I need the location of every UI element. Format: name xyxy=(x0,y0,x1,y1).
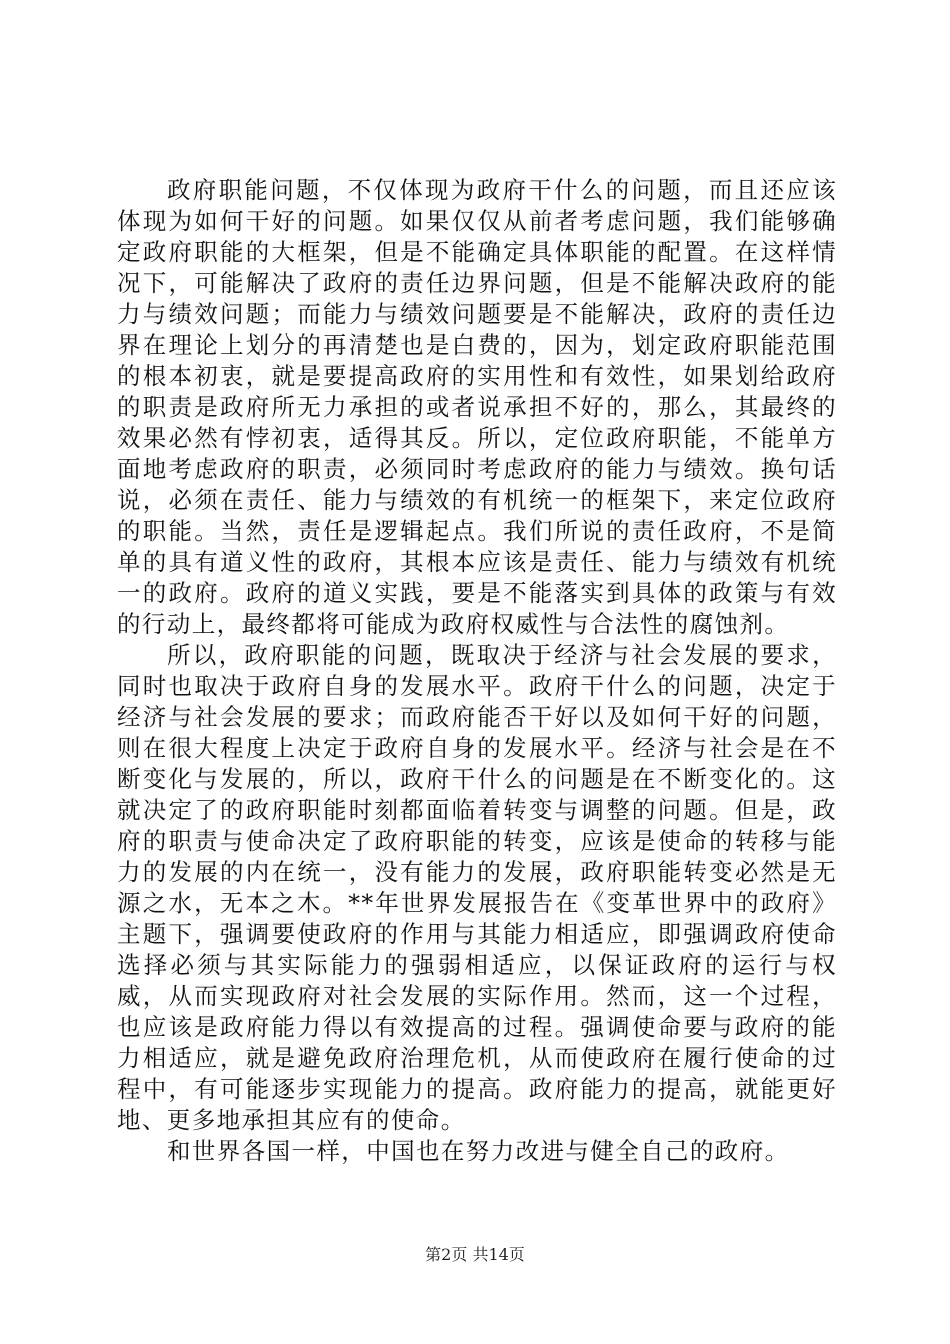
document-body xyxy=(117,175,837,1167)
body-paragraph-3: 和世界各国一样，中国也在努力改进与健全自己的政府。 xyxy=(167,1137,790,1165)
body-paragraph-1: 政府职能问题，不仅体现为政府干什么的问题，而且还应该体现为如何干好的问题。如果仅仅从前者考虑问题，我们能够确定政府职能的大框架，但是不能确定具体职能的配置。在这样情况下，可能解决了政府的责任边界问题，但是不能解决政府的能力与绩效问题；而能力与绩效问题要是不能解决，政府的责任边界在理论上划分的再清楚也是白费的，因为，划定政府职能范围的根本初衷，就是要提高政府的实用性和有效性，如果划给政府的职责是政府所无力承担的或者说承担不好的，那么，其最终的效果必然有悖初衷，适得其反。所以，定位政府职能，不能单方面地考虑政府的职责，必须同时考虑政府的能力与绩效。换句话说，必须在责任、能力与绩效的有机统一的框架下，来定位政府的职能。当然，责任是逻辑起点。我们所说的责任政府，不是简单的具有道义性的政府，其根本应该是责任、能力与绩效有机统一的政府。政府的道义实践，要是不能落实到具体的政策与有效的行动上，最终都将可能成为政府权威性与合法性的腐蚀剂。 xyxy=(117,176,837,638)
page-footer xyxy=(0,1245,950,1265)
body-paragraph-2: 所以，政府职能的问题，既取决于经济与社会发展的要求，同时也取决于政府自身的发展水平。政府干什么的问题，决定于经济与社会发展的要求；而政府能否干好以及如何干好的问题，则在很大程度上决定于政府自身的发展水平。经济与社会是在不断变化与发展的，所以，政府干什么的问题是在不断变化的。这就决定了的政府职能时刻都面临着转变与调整的问题。但是，政府的职责与使命决定了政府职能的转变，应该是使命的转移与能力的发展的内在统一，没有能力的发展，政府职能转变必然是无源之水，无本之木。**年世界发展报告在《变革世界中的政府》主题下，强调要使政府的作用与其能力相适应，即强调政府使命选择必须与其实际能力的强弱相适应，以保证政府的运行与权威，从而实现政府对社会发展的实际作用。然而，这一个过程，也应该是政府能力得以有效提高的过程。强调使命要与政府的能力相适应，就是避免政府治理危机，从而使政府在履行使命的过程中，有可能逐步实现能力的提高。政府能力的提高，就能更好地、更多地承担其应有的使命。 xyxy=(117,641,837,1134)
page-number-indicator: 第2页 共14页 xyxy=(425,1245,525,1264)
